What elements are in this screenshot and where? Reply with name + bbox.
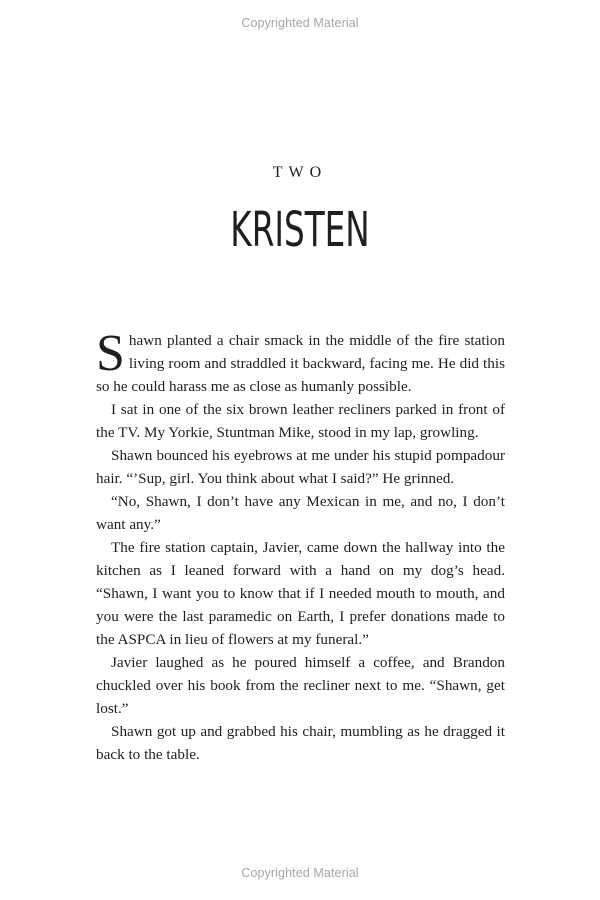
copyright-watermark-top: Copyrighted Material	[241, 16, 359, 30]
paragraph-1-text: hawn planted a chair smack in the middle of the fire station living room and straddled it backward, facing me. He did this so he could harass me as close as humanly possible.	[96, 332, 505, 395]
paragraph-7: Shawn got up and grabbed his chair, mumbling as he dragged it back to the table.	[96, 723, 505, 763]
paragraph-3: Shawn bounced his eyebrows at me under his stupid pompadour hair. “’Sup, girl. You think about what I said?” He grinned.	[96, 447, 505, 487]
chapter-number: TWO	[272, 164, 328, 181]
chapter-body	[96, 325, 505, 766]
copyright-watermark-bottom: Copyrighted Material	[241, 866, 359, 880]
paragraph-5: The fire station captain, Javier, came down the hallway into the kitchen as I leaned forward with a hand on my dog’s head. “Shawn, I want you to know that if I needed mouth to mouth, and you were the last paramedic on Earth, I prefer donations made to the ASPCA in lieu of flowers at my funeral.”	[96, 539, 505, 648]
paragraph-1	[96, 325, 505, 398]
chapter-title: KRISTEN	[230, 202, 370, 258]
paragraph-4: “No, Shawn, I don’t have any Mexican in me, and no, I don’t want any.”	[96, 493, 505, 533]
paragraph-2: I sat in one of the six brown leather recliners parked in front of the TV. My Yorkie, Stuntman Mike, stood in my lap, growling.	[96, 401, 505, 441]
paragraph-6: Javier laughed as he poured himself a coffee, and Brandon chuckled over his book from the recliner next to me. “Shawn, get lost.”	[96, 654, 505, 717]
drop-cap: S	[96, 325, 125, 382]
